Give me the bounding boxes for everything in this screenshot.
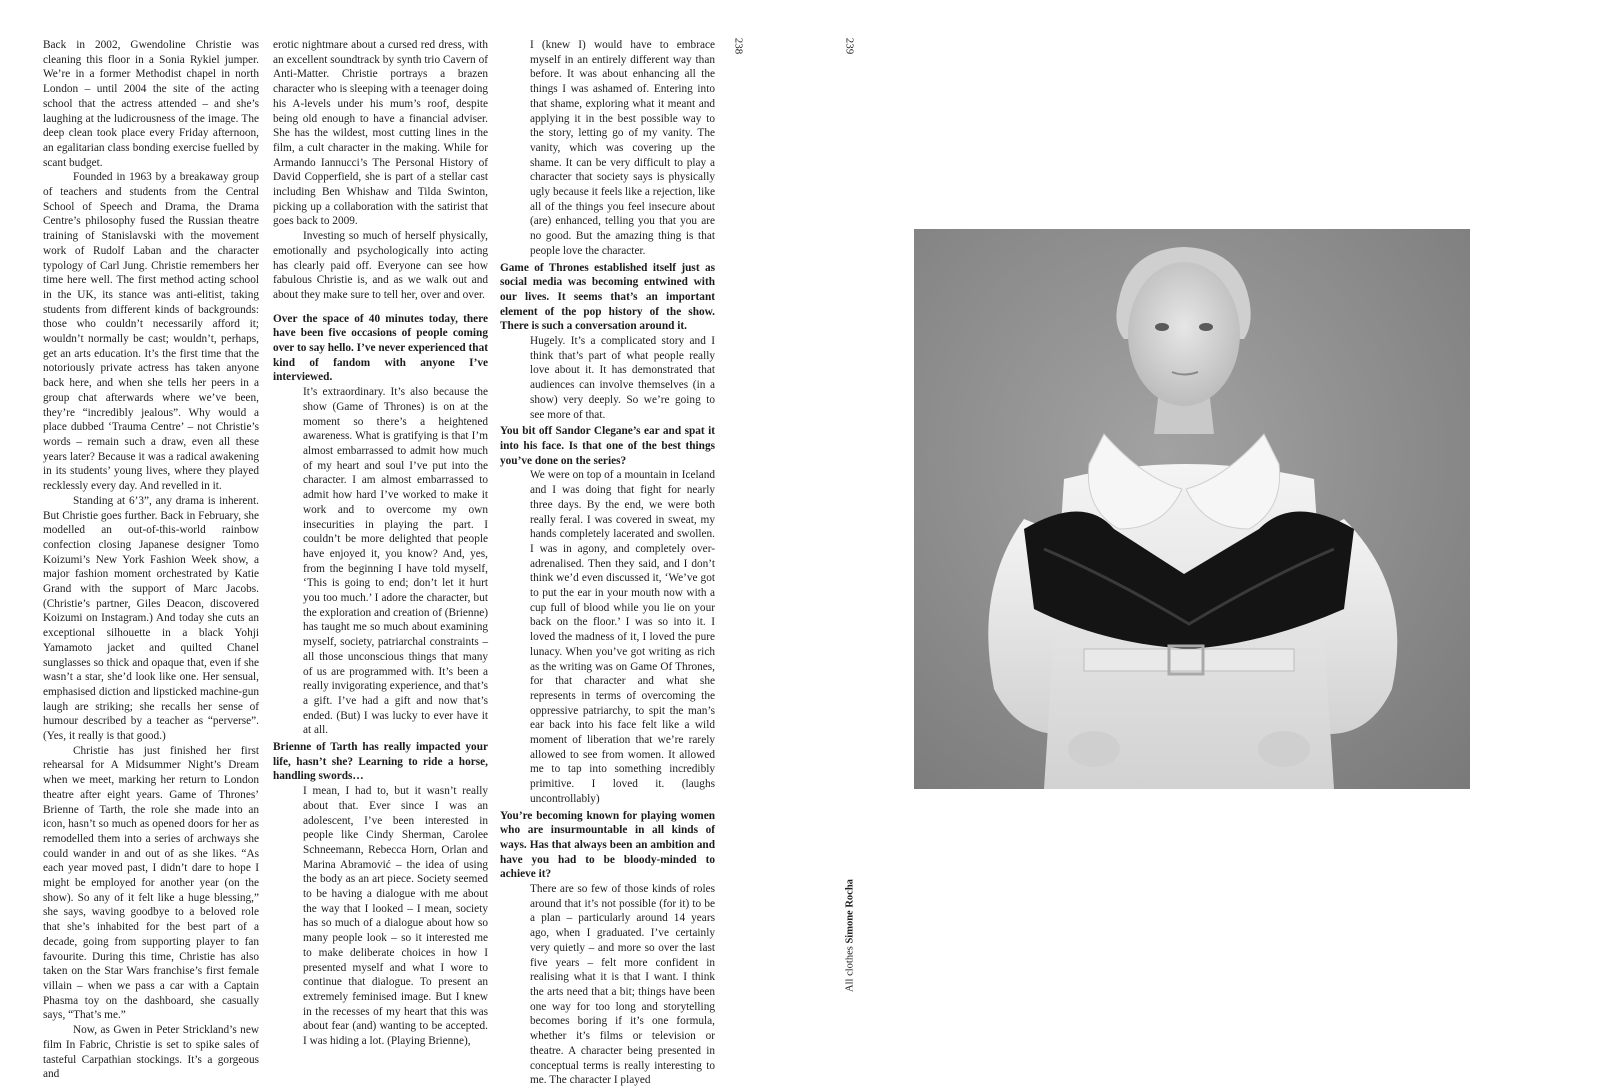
paragraph: Christie has just finished her first rehearsal for A Midsummer Night’s Dream when we meet, marking her return to London theatre after eight years. Game of Thrones’ Brienne of Tarth, the role she made into an icon, hasn’t so much as opened doors for her as remodelled them into a series of archways she could wander in and out of as she likes. “As each year moved past, I didn’t dare to hope I might be employed for another year (on the show). So any of it felt like a huge blessing,” she says, waving goodbye to a beloved role that she’s inhabited for the best part of a decade, going from supporting player to fan favourite. During this time, Christie has also taken on the Star Wars franchise’s first female villain – when we pass a car with a Captain Phasma toy on the dashboard, she casually says, “That’s me.” [43,744,259,1022]
interview-question: Game of Thrones established itself just as social media was becoming entwined with our lives. It seems that’s an important element of the pop history of the show. There is such a conversation around it. [500,261,715,333]
article-column-3 [500,38,715,1087]
article-column-2 [273,38,488,1048]
paragraph: erotic nightmare about a cursed red dress, with an excellent soundtrack by synth trio Cavern of Anti-Matter. Christie portrays a brazen character who is sleeping with a teenager doing his A-levels under his mum’s roof, despite being old enough to have a financial adviser. She has the wildest, most cutting lines in the film, a cult character in the making. While for Armando Iannucci’s The Personal History of David Copperfield, she is part of a stellar cast including Ben Whishaw and Tilda Swinton, picking up a collaboration with the satirist that goes back to 2009. [273,39,488,228]
interview-question: Brienne of Tarth has really impacted your life, hasn’t she? Learning to ride a horse, handling swords… [273,741,488,783]
interview-question: You bit off Sandor Clegane’s ear and spat it into his face. Is that one of the best things you’ve done on the series? [500,425,715,467]
interview-question: You’re becoming known for playing women who are insurmountable in all kinds of ways. Has that always been an ambition and have you had to be bloody-minded to achieve it? [500,809,715,881]
interview-answer: I mean, I had to, but it wasn’t really about that. Ever since I was an adolescent, I’ve been interested in people like Cindy Sherman, Carolee Schneemann, Rebecca Horn, Orlan and Marina Abramović – the idea of using the body as an art piece. Society seemed to be having a dialogue with me about the way that I looked – I mean, society has so much of a dialogue about how so many people look – so it interested me to make deliberate choices in how I presented myself and what I wore to continue that dialogue. To present an extremely feminised image. But I knew in the recesses of my heart that this was about fear (and) wanting to be accepted. I was hiding a lot. (Playing Brienne), [303,785,488,1048]
article-column-1 [43,38,259,1081]
photo-credit [845,876,856,996]
interview-answer: Hugely. It’s a complicated story and I think that’s part of what people really love about it. It has demonstrated that audiences can involve themselves (in a show) very deeply. So we’re going to see more of that. [530,335,715,421]
interview-answer: It’s extraordinary. It’s also because the show (Game of Thrones) is on at the moment so there’s a heightened awareness. What is gratifying is that I’m almost embarrassed to admit how much of my heart and soul I’ve put into the character. I am almost embarrassed to admit how hard I’ve worked to make it work and to overcome my own insecurities in playing the part. I couldn’t be more delighted that people have enjoyed it, you know? And, yes, from the beginning I have told myself, ‘This is going to end; don’t let it hurt you too much.’ I adore the character, but the exploration and creation of (Brienne) has taught me so much about examining myself, society, patriarchal constraints – all those unconscious things that many of us are programmed with. It’s been a really invigorating experience, and that’s a gift. I’ve had a gift and now that’s ended. (But) I was lucky to ever have it at all. [303,386,488,737]
page-number-left: 238 [732,37,745,55]
paragraph: Standing at 6’3”, any drama is inherent. But Christie goes further. Back in February, she modelled an out-of-this-world rainbow confection closing Japanese designer Tomo Koizumi’s New York Fashion Week show, a major fashion moment orchestrated by Katie Grand with the support of Marc Jacobs. (Christie’s partner, Giles Deacon, discovered Koizumi on Instagram.) And today she cuts an exceptional silhouette in a black Yohji Yamamoto jacket and quilted Chanel sunglasses so thick and opaque that, even if she wasn’t a star, she’d look like one. Her sensual, emphasised diction and lipsticked machine-gun laugh are striking; she recalls her sense of humour described by a teacher as “perverse”. (Yes, it really is that good.) [43,494,259,743]
paragraph: Now, as Gwen in Peter Strickland’s new film In Fabric, Christie is set to spike sales of tasteful Carpathian stockings. It’s a gorgeous and [43,1024,259,1081]
interview-question: Over the space of 40 minutes today, there have been five occasions of people coming over to say hello. I’ve never experienced that kind of fandom with anyone I’ve interviewed. [273,312,488,384]
paragraph: Founded in 1963 by a breakaway group of teachers and students from the Central School of Speech and Drama, the Drama Centre’s philosophy fused the Russian theatre training of Stanislavski with the movement work of Rudolf Laban and the character typology of Carl Jung. Christie remembers her time here well. The first method acting school in the UK, its stance was anti-elitist, taking students from different kinds of backgrounds: those who couldn’t necessarily afford it; wouldn’t normally be cast; wouldn’t, perhaps, get an arts education. It’s the first time that the notoriously private actress has taken anyone back here, and when she tells her peers in a group chat afterwards where we’ve been, they’re “incredibly jealous”. Why would a place dubbed ‘Trauma Centre’ – not Christie’s words – remain such a draw, even all these years later? Because it was a radical awakening in its students’ young lives, where they played recklessly every day. And revelled in it. [43,171,259,493]
credit-designer: Simone Rocha [844,879,856,944]
paragraph: Investing so much of herself physically, emotionally and psychologically into acting has clearly paid off. Everyone can see how fabulous Christie is, and as we walk out and about they make sure to tell her, over and over. [273,230,488,301]
portrait-photo [914,229,1470,789]
interview-answer: We were on top of a mountain in Iceland and I was doing that fight for nearly three days. By the end, we were both really feral. I was covered in sweat, my hands completely lacerated and swollen. I was in agony, and completely over-adrenalised. Then they said, and I don’t think we’d even discussed it, ‘We’ve got to put the ear in your mouth now with a cup full of blood while you lie on your back on the floor.’ I was so into it. I loved the madness of it, I loved the pure lunacy. When you’ve got writing as rich as the writing was on Game Of Thrones, for that character and what she represents in terms of overcoming the oppressive patriarchy, to spit the man’s ear back into his face felt like a wild moment of liberation that we’re rarely allowed to see from women. It allowed me to tap into something incredibly primitive. I loved it. (laughs uncontrollably) [530,469,715,805]
page-number-right: 239 [843,37,856,55]
interview-answer: I (knew I) would have to embrace myself in an entirely different way than before. It was about enhancing all the things I was ashamed of. Entering into that shame, exploring what it meant and applying it in the best possible way to the story, letting go of my vanity. The vanity, which was covering up the shame. It can be very difficult to play a character that society says is physically ugly because it feels like a rejection, like all of the things you feel insecure about (are) enhanced, telling you that you are no good. But the amazing thing is that people love the character. [530,39,715,257]
credit-prefix: All clothes [844,946,856,992]
interview-answer: There are so few of those kinds of roles around that it’s not possible (for it) to be a plan – particularly around 14 years ago, when I graduated. I’ve certainly very quietly – and more so over the last five years – felt more confident in realising what it is that I want. I think the arts need that a bit; things have been one way for too long and storytelling becomes boring if it’s one formula, whether it’s films or television or theatre. A character being presented in conceptual terms is really interesting to me. The character I played [530,883,715,1087]
paragraph: Back in 2002, Gwendoline Christie was cleaning this floor in a Sonia Rykiel jumper. We’re in a former Methodist chapel in north London – until 2004 the site of the acting school that the actress attended – and she’s laughing at the ludicrousness of the image. The deep clean took place every Friday afternoon, an egalitarian class bonding exercise fuelled by scant budget. [43,39,259,169]
